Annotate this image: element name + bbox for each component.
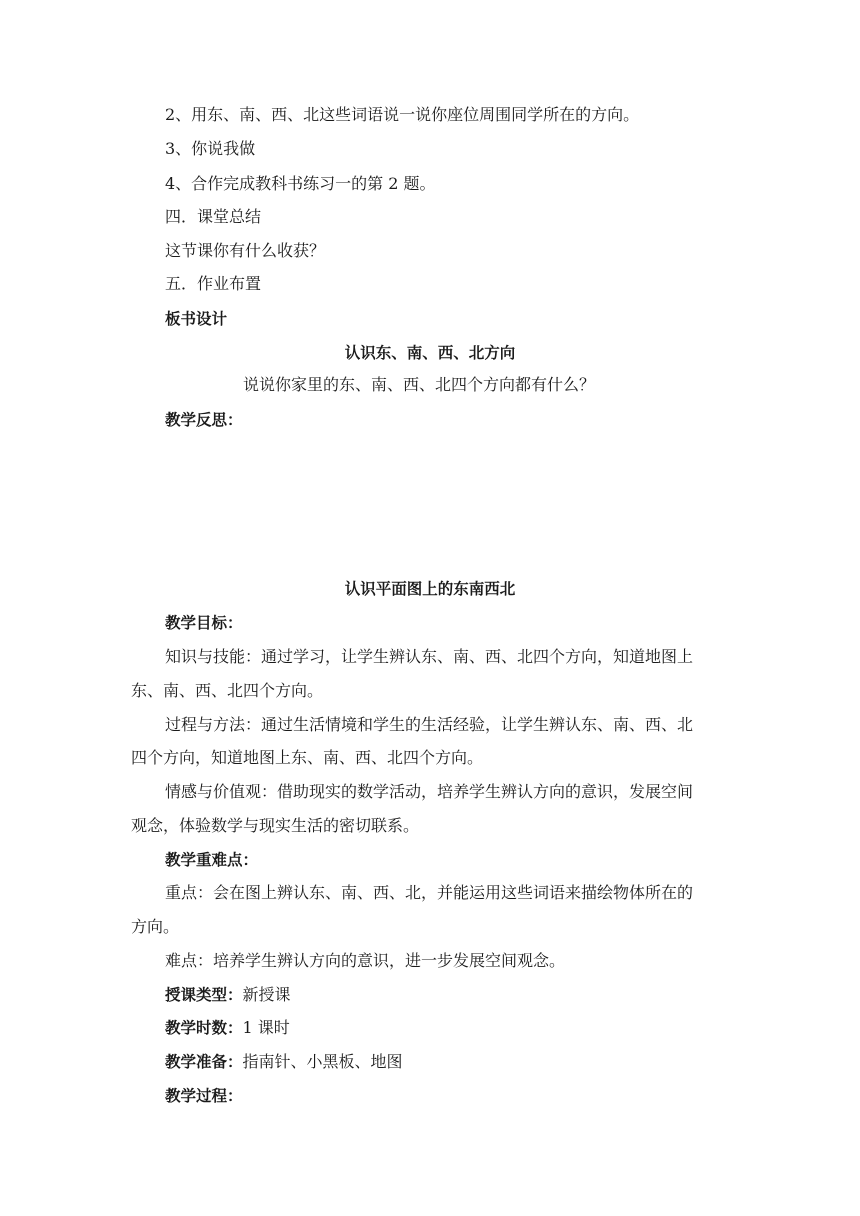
key-point-line-2: 方向。 (131, 917, 180, 936)
board-title: 认识东、南、西、北方向 (344, 344, 516, 362)
section-5-title: 五．作业布置 (165, 274, 262, 293)
step-2: 2、用东、南、西、北这些词语说一说你座位周围同学所在的方向。 (165, 105, 640, 124)
section-4-question: 这节课你有什么收获？ (165, 241, 326, 260)
key-point-line-1: 重点：会在图上辨认东、南、西、北，并能运用这些词语来描绘物体所在的 (165, 883, 694, 902)
knowledge-skills-line-2: 东、南、西、北四个方向。 (131, 681, 324, 700)
step-3: 3、你说我做 (165, 139, 256, 158)
objectives-label: 教学目标： (165, 614, 243, 632)
emotion-values-line-1: 情感与价值观：借助现实的数学活动，培养学生辨认方向的意识，发展空间 (165, 782, 694, 801)
board-design-label: 板书设计 (165, 310, 228, 328)
lesson-type-value: 新授课 (242, 985, 291, 1004)
lesson-type-label: 授课类型： (165, 986, 243, 1004)
teaching-prep-row (0, 1051, 860, 1073)
lesson-title: 认识平面图上的东南西北 (344, 580, 516, 598)
key-points-label: 教学重难点： (165, 851, 259, 869)
lesson-type-row (0, 984, 860, 1006)
section-4-title: 四．课堂总结 (165, 207, 262, 226)
teaching-prep-value: 指南针、小黑板、地图 (242, 1052, 403, 1071)
teaching-prep-label: 教学准备： (165, 1053, 243, 1071)
process-methods-line-2: 四个方向，知道地图上东、南、西、北四个方向。 (131, 748, 484, 767)
teaching-process-label: 教学过程： (165, 1087, 243, 1105)
teaching-hours-row (0, 1017, 860, 1039)
emotion-values-line-2: 观念，体验数学与现实生活的密切联系。 (131, 816, 420, 835)
difficulty-line: 难点：培养学生辨认方向的意识，进一步发展空间观念。 (165, 951, 566, 970)
process-methods-line-1: 过程与方法：通过生活情境和学生的生活经验，让学生辨认东、南、西、北 (165, 715, 694, 734)
knowledge-skills-line-1: 知识与技能：通过学习，让学生辨认东、南、西、北四个方向，知道地图上 (165, 647, 694, 666)
teaching-hours-label: 教学时数： (165, 1019, 243, 1037)
reflection-label: 教学反思： (165, 411, 243, 429)
board-text: 说说你家里的东、南、西、北四个方向都有什么？ (243, 375, 596, 394)
step-4: 4、合作完成教科书练习一的第 2 题。 (165, 174, 436, 193)
teaching-hours-value: 1 课时 (242, 1018, 290, 1037)
